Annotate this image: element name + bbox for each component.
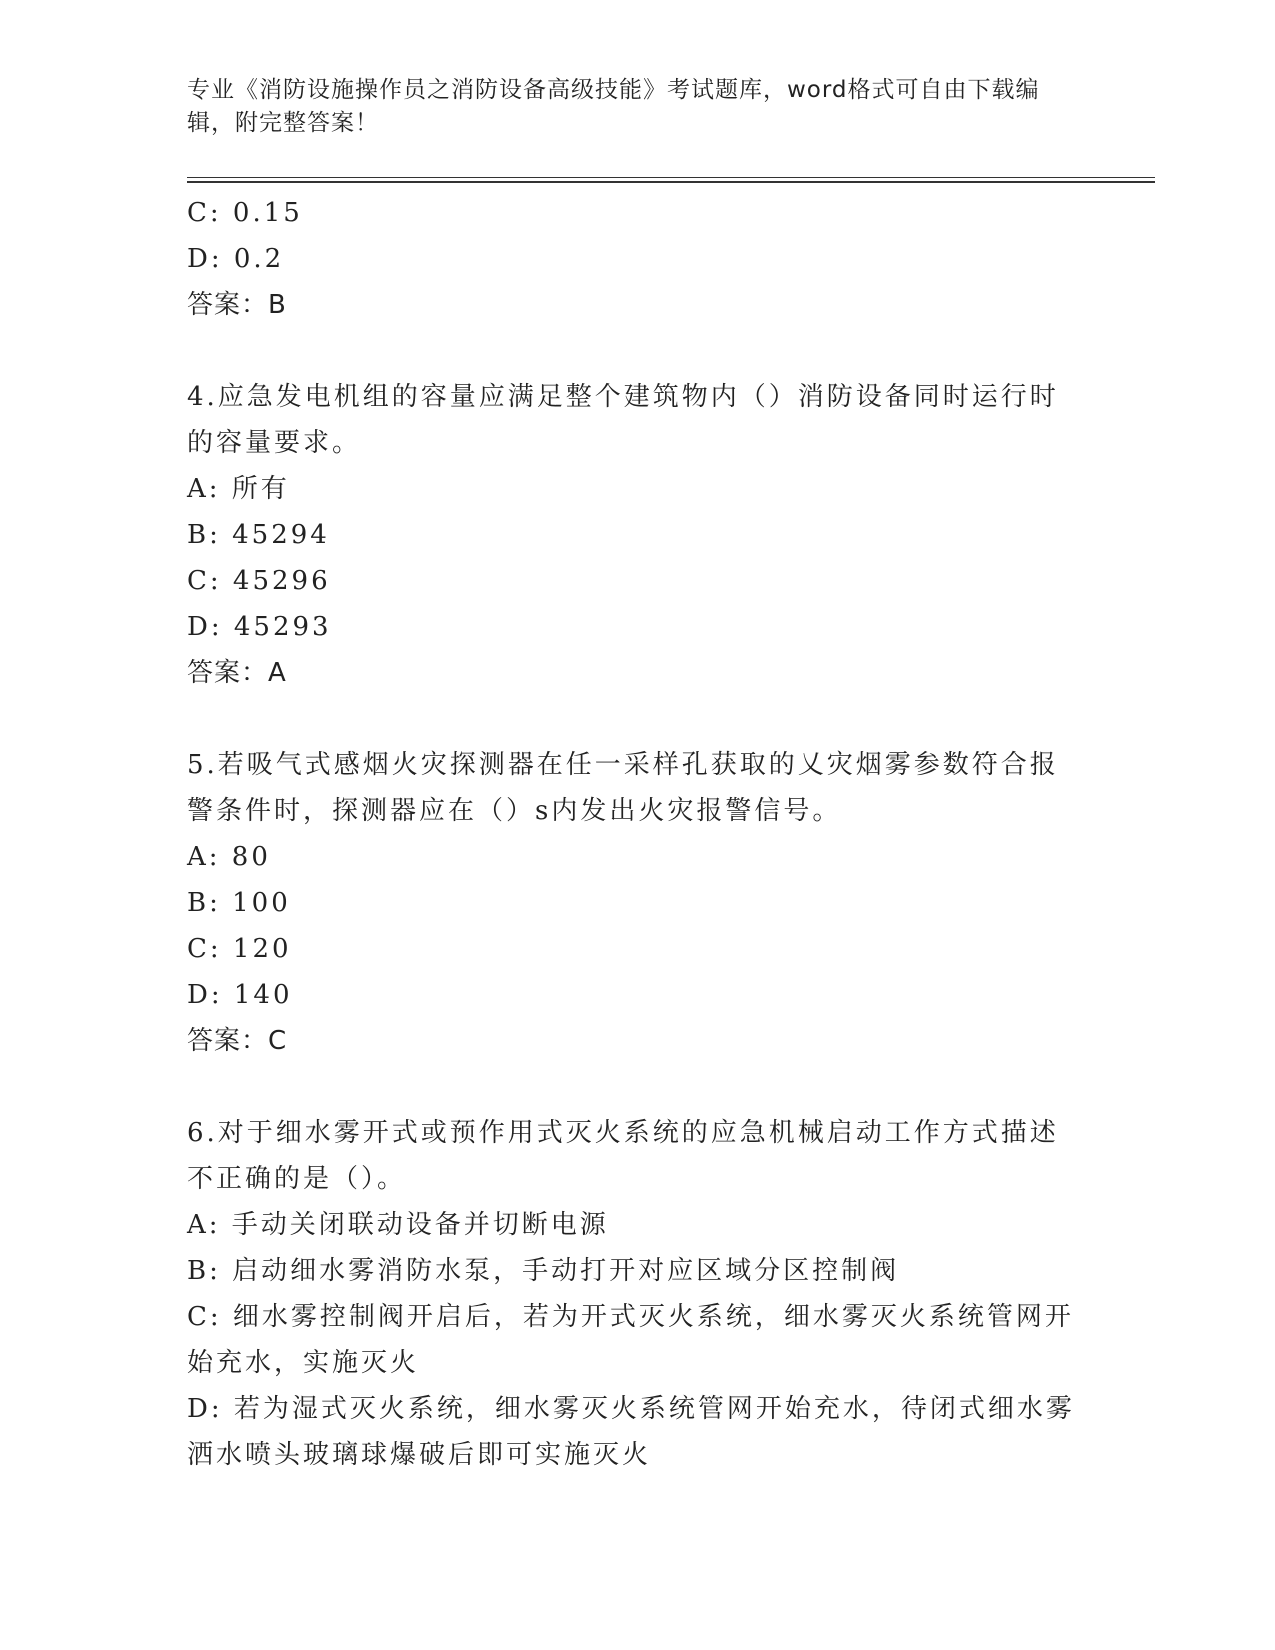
option-c: C: 0.15 [187,198,303,228]
question-stem: 6.对于细水雾开式或预作用式灭火系统的应急机械启动工作方式描述 [187,1118,1059,1148]
option-a: A: 手动关闭联动设备并切断电源 [187,1210,609,1240]
option-c-continued: 始充水，实施灭火 [187,1348,420,1378]
option-c: C: 120 [187,934,292,964]
option-c: C: 细水雾控制阀开启后，若为开式灭火系统，细水雾灭火系统管网开 [187,1302,1074,1332]
answer-line: 答案：B [187,290,287,320]
option-b: B: 45294 [187,520,330,550]
question-6 [187,1110,1077,1478]
question-stem: 5.若吸气式感烟火灾探测器在任一采样孔获取的乂灾烟雾参数符合报 [187,750,1059,780]
option-d-continued: 洒水喷头玻璃球爆破后即可实施灭火 [187,1440,652,1470]
question-stem: 的容量要求。 [187,428,362,458]
option-d: D: 45293 [187,612,332,642]
option-d: D: 若为湿式灭火系统，细水雾灭火系统管网开始充水，待闭式细水雾 [187,1394,1075,1424]
spacer [187,1064,1077,1110]
option-c: C: 45296 [187,566,331,596]
question-4 [187,374,1077,696]
question-stem: 警条件时，探测器应在（）s内发出火灾报警信号。 [187,796,842,826]
answer-line: 答案：A [187,658,287,688]
option-a: A: 80 [187,842,271,872]
question-5 [187,742,1077,1064]
question-stem: 不正确的是（）。 [187,1164,407,1194]
option-d: D: 0.2 [187,244,285,274]
question-3-tail [187,190,1077,328]
question-list [187,190,1077,1478]
spacer [187,328,1077,374]
question-stem: 4.应急发电机组的容量应满足整个建筑物内（）消防设备同时运行时 [187,382,1059,412]
option-b: B: 100 [187,888,291,918]
spacer [187,696,1077,742]
header-divider-thick [187,181,1155,183]
header-divider-thin [187,177,1155,178]
option-a: A: 所有 [187,474,290,504]
document-header: 专业《消防设施操作员之消防设备高级技能》考试题库，word格式可自由下载编辑，附完整答案！ [187,77,1040,136]
answer-line: 答案：C [187,1026,288,1056]
option-b: B: 启动细水雾消防水泵，手动打开对应区域分区控制阀 [187,1256,900,1286]
option-d: D: 140 [187,980,293,1010]
